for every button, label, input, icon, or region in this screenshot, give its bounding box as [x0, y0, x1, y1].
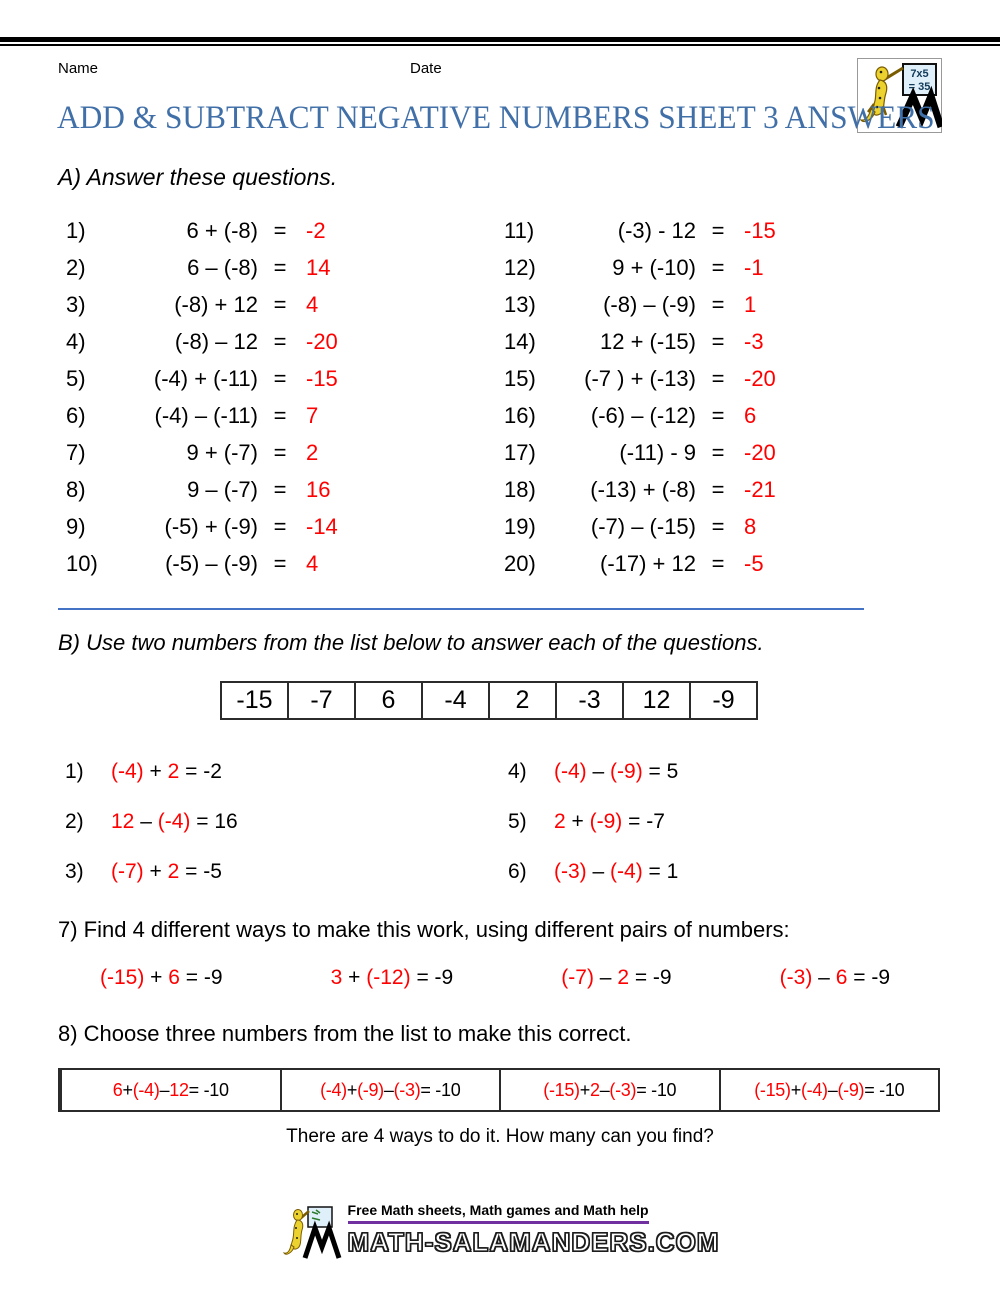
- answer-value: 4: [306, 550, 319, 576]
- expression-part: +: [790, 1079, 801, 1100]
- expression-part: +: [143, 860, 168, 883]
- question-number: 9): [66, 513, 86, 539]
- question-number: 2): [65, 810, 84, 833]
- question-expression: 9 + (-10): [612, 254, 696, 280]
- question-row: [508, 797, 905, 847]
- expression-part: 3: [330, 966, 343, 989]
- question-expression: 6 – (-8): [187, 254, 258, 280]
- question-expression: (-13) + (-8): [590, 476, 696, 502]
- number-list-table: [222, 681, 758, 720]
- question-number: 16): [504, 402, 536, 428]
- expression-part: 12: [169, 1079, 189, 1100]
- question-row: [65, 747, 508, 797]
- answer-value: -14: [306, 513, 338, 539]
- expression-part: (-9): [837, 1079, 865, 1100]
- question-expression: [111, 810, 238, 834]
- expression-part: = -5: [179, 860, 222, 883]
- question-number: 5): [66, 365, 86, 391]
- question-expression: (-11) - 9: [619, 439, 696, 465]
- expression-part: = 5: [642, 760, 679, 783]
- answer-cell: [499, 1070, 719, 1110]
- question-number: 10): [66, 550, 98, 576]
- expression-part: (-4): [320, 1079, 347, 1100]
- equals-sign: =: [711, 365, 725, 391]
- question-row: [58, 508, 452, 545]
- question-row: [496, 434, 890, 471]
- answer-value: -15: [744, 217, 776, 243]
- answer-value: 16: [306, 476, 331, 502]
- question-row: [58, 360, 452, 397]
- answer-value: 6: [744, 402, 757, 428]
- expression-part: 2: [617, 966, 629, 989]
- expression-part: (-3): [609, 1079, 637, 1100]
- expression-part: = -9: [410, 966, 454, 989]
- section-a-left-column: [58, 212, 452, 582]
- expression-part: (-3): [779, 966, 813, 989]
- answer-value: -2: [306, 217, 326, 243]
- expression-part: = -9: [179, 966, 223, 989]
- equals-sign: =: [273, 291, 287, 317]
- section-divider: [58, 608, 864, 610]
- expression-part: +: [144, 966, 169, 989]
- question-number: 19): [504, 513, 536, 539]
- question-expression: [111, 860, 222, 884]
- name-label: Name: [58, 60, 99, 77]
- section-a-right-column: [496, 212, 890, 582]
- number-list-cell: -4: [421, 681, 490, 720]
- logo-board-line2: = 35: [908, 81, 931, 93]
- expression-part: (-4): [800, 1079, 828, 1100]
- expression-part: (-15): [100, 966, 145, 989]
- answer-value: 2: [306, 439, 319, 465]
- expression-part: +: [143, 760, 168, 783]
- question-expression: 9 + (-7): [186, 439, 258, 465]
- answer-expression: [561, 966, 671, 990]
- question-number: 13): [504, 291, 536, 317]
- equals-sign: =: [711, 550, 725, 576]
- question-expression: [554, 860, 678, 884]
- expression-part: –: [812, 966, 836, 989]
- expression-part: 6: [112, 1079, 123, 1100]
- answer-value: -20: [306, 328, 338, 354]
- expression-part: –: [593, 966, 618, 989]
- question-expression: 9 – (-7): [187, 476, 258, 502]
- question-row: [496, 508, 890, 545]
- answer-expression: [780, 966, 890, 990]
- question-expression: (-4) – (-11): [154, 402, 258, 428]
- question-number: 5): [508, 810, 527, 833]
- question-expression: (-6) – (-12): [590, 402, 696, 428]
- question-number: 17): [504, 439, 536, 465]
- question-number: 4): [508, 760, 527, 783]
- expression-part: 2: [167, 760, 180, 783]
- expression-part: (-4): [111, 760, 144, 783]
- question-number: 18): [504, 476, 536, 502]
- question-expression: (-4) + (-11): [153, 365, 258, 391]
- expression-part: (-9): [589, 810, 623, 833]
- expression-part: –: [586, 760, 611, 783]
- question-row: [508, 847, 905, 897]
- expression-part: (-7): [561, 966, 594, 989]
- question-number: 12): [504, 254, 536, 280]
- question-expression: (-5) + (-9): [164, 513, 258, 539]
- expression-part: 2: [167, 860, 180, 883]
- expression-part: 6: [835, 966, 848, 989]
- answer-value: 14: [306, 254, 331, 280]
- expression-part: = -10: [420, 1079, 461, 1100]
- expression-part: 12: [111, 810, 135, 833]
- question-row: [496, 471, 890, 508]
- question-number: 3): [66, 291, 86, 317]
- answer-expression: [331, 966, 454, 990]
- question-expression: 12 + (-15): [600, 328, 696, 354]
- answer-value: -15: [306, 365, 338, 391]
- question-row: [58, 286, 452, 323]
- answer-cell: [280, 1070, 500, 1110]
- expression-part: = -2: [179, 760, 222, 783]
- top-rule: [0, 37, 1000, 46]
- date-label: Date: [410, 60, 442, 77]
- answer-value: 1: [744, 291, 757, 317]
- question-number: 20): [504, 550, 536, 576]
- question-expression: [554, 760, 678, 784]
- question-number: 8): [66, 476, 86, 502]
- expression-part: (-4): [554, 760, 587, 783]
- expression-part: –: [159, 1079, 170, 1100]
- question7-heading: 7) Find 4 different ways to make this work, using different pairs of numbers:: [58, 917, 790, 942]
- expression-part: (-9): [357, 1079, 384, 1100]
- equals-sign: =: [273, 328, 287, 354]
- expression-part: (-3): [393, 1079, 421, 1100]
- number-list-cell: -15: [220, 681, 289, 720]
- question-row: [496, 286, 890, 323]
- question-row: [496, 397, 890, 434]
- expression-part: = 1: [642, 860, 679, 883]
- answer-expression: [100, 966, 223, 990]
- salamander-logo-icon: [281, 1202, 343, 1264]
- question8-heading: 8) Choose three numbers from the list to make this correct.: [58, 1021, 632, 1046]
- question-row: [58, 434, 452, 471]
- question-expression: (-7 ) + (-13): [584, 365, 696, 391]
- equals-sign: =: [711, 217, 725, 243]
- expression-part: –: [827, 1079, 838, 1100]
- question-number: 11): [504, 217, 535, 243]
- expression-part: –: [599, 1079, 610, 1100]
- expression-part: = -9: [629, 966, 672, 989]
- footer-tagline: Free Math sheets, Math games and Math help: [348, 1202, 649, 1224]
- question-number: 1): [66, 217, 86, 243]
- equals-sign: =: [711, 513, 725, 539]
- page-title: ADD & SUBTRACT NEGATIVE NUMBERS SHEET 3 ANSWERS: [57, 100, 935, 136]
- question-expression: [554, 810, 665, 834]
- expression-part: 6: [168, 966, 180, 989]
- question-row: [65, 797, 508, 847]
- expression-part: –: [383, 1079, 394, 1100]
- question-expression: [111, 760, 222, 784]
- expression-part: –: [134, 810, 158, 833]
- question-expression: (-8) + 12: [174, 291, 258, 317]
- equals-sign: =: [273, 254, 287, 280]
- expression-part: (-4): [610, 860, 643, 883]
- question-expression: (-7) – (-15): [590, 513, 696, 539]
- question8-answer-table: [58, 1068, 940, 1112]
- question7-answers: [100, 966, 890, 990]
- question-expression: (-5) – (-9): [165, 550, 258, 576]
- answer-cell: [60, 1070, 280, 1110]
- answer-value: -5: [744, 550, 764, 576]
- question-number: 15): [504, 365, 536, 391]
- equals-sign: =: [711, 254, 725, 280]
- expression-part: 2: [554, 810, 566, 833]
- expression-part: = -7: [622, 810, 665, 833]
- equals-sign: =: [273, 550, 287, 576]
- expression-part: +: [579, 1079, 590, 1100]
- expression-part: (-4): [157, 810, 191, 833]
- equals-sign: =: [711, 291, 725, 317]
- number-list-cell: -3: [555, 681, 624, 720]
- answer-value: 7: [306, 402, 319, 428]
- expression-part: +: [565, 810, 590, 833]
- answer-value: -1: [744, 254, 764, 280]
- question-row: [496, 323, 890, 360]
- number-list-cell: -7: [287, 681, 356, 720]
- number-list-cell: -9: [689, 681, 758, 720]
- question-number: 6): [508, 860, 527, 883]
- expression-part: = -9: [847, 966, 890, 989]
- question-row: [58, 212, 452, 249]
- question-expression: (-3) - 12: [617, 217, 696, 243]
- equals-sign: =: [273, 513, 287, 539]
- section-b-heading: B) Use two numbers from the list below to answer each of the questions.: [58, 630, 764, 655]
- expression-part: (-9): [610, 760, 643, 783]
- question-row: [496, 545, 890, 582]
- footer: [0, 1202, 1000, 1264]
- equals-sign: =: [273, 365, 287, 391]
- expression-part: = -10: [636, 1079, 677, 1100]
- answer-value: -20: [744, 439, 776, 465]
- section-a-heading: A) Answer these questions.: [58, 164, 338, 190]
- equals-sign: =: [711, 328, 725, 354]
- question-number: 4): [66, 328, 86, 354]
- expression-part: (-15): [543, 1079, 580, 1100]
- question-number: 14): [504, 328, 536, 354]
- answer-value: -3: [744, 328, 764, 354]
- answer-value: -21: [744, 476, 776, 502]
- question-expression: (-8) – 12: [174, 328, 258, 354]
- expression-part: (-12): [366, 966, 411, 989]
- question-row: [496, 360, 890, 397]
- answer-value: 8: [744, 513, 757, 539]
- question-row: [496, 249, 890, 286]
- equals-sign: =: [711, 439, 725, 465]
- question-row: [65, 847, 508, 897]
- expression-part: (-7): [111, 860, 144, 883]
- question-row: [508, 747, 905, 797]
- question-number: 2): [66, 254, 86, 280]
- answer-cell: [719, 1070, 939, 1110]
- answer-value: -20: [744, 365, 776, 391]
- equals-sign: =: [273, 217, 287, 243]
- equals-sign: =: [273, 402, 287, 428]
- answer-value: 4: [306, 291, 319, 317]
- question-row: [496, 212, 890, 249]
- question-row: [58, 471, 452, 508]
- question-number: 6): [66, 402, 86, 428]
- number-list-cell: 6: [354, 681, 423, 720]
- expression-part: = -10: [864, 1079, 905, 1100]
- question-row: [58, 249, 452, 286]
- question-expression: (-8) – (-9): [603, 291, 696, 317]
- expression-part: (-3): [554, 860, 587, 883]
- equals-sign: =: [711, 476, 725, 502]
- expression-part: +: [342, 966, 367, 989]
- number-list-cell: 2: [488, 681, 557, 720]
- expression-part: +: [122, 1079, 133, 1100]
- expression-part: 2: [589, 1079, 600, 1100]
- question-row: [58, 545, 452, 582]
- question-expression: 6 + (-8): [186, 217, 258, 243]
- number-list-cell: 12: [622, 681, 691, 720]
- expression-part: = 16: [190, 810, 238, 833]
- expression-part: = -10: [188, 1079, 229, 1100]
- question-row: [58, 323, 452, 360]
- equals-sign: =: [273, 439, 287, 465]
- expression-part: –: [586, 860, 611, 883]
- question-number: 3): [65, 860, 84, 883]
- equals-sign: =: [273, 476, 287, 502]
- footer-site-name: MATH-SALAMANDERS.COM: [347, 1227, 720, 1257]
- section-b-questions: [65, 747, 905, 897]
- logo-board-line1: 7x5: [910, 68, 929, 80]
- expression-part: (-4): [132, 1079, 160, 1100]
- question-number: 7): [66, 439, 86, 465]
- expression-part: +: [346, 1079, 358, 1100]
- question-expression: (-17) + 12: [600, 550, 696, 576]
- question-row: [58, 397, 452, 434]
- expression-part: (-15): [754, 1079, 791, 1100]
- question-number: 1): [65, 760, 84, 783]
- question8-note: There are 4 ways to do it. How many can you find?: [286, 1126, 714, 1147]
- equals-sign: =: [711, 402, 725, 428]
